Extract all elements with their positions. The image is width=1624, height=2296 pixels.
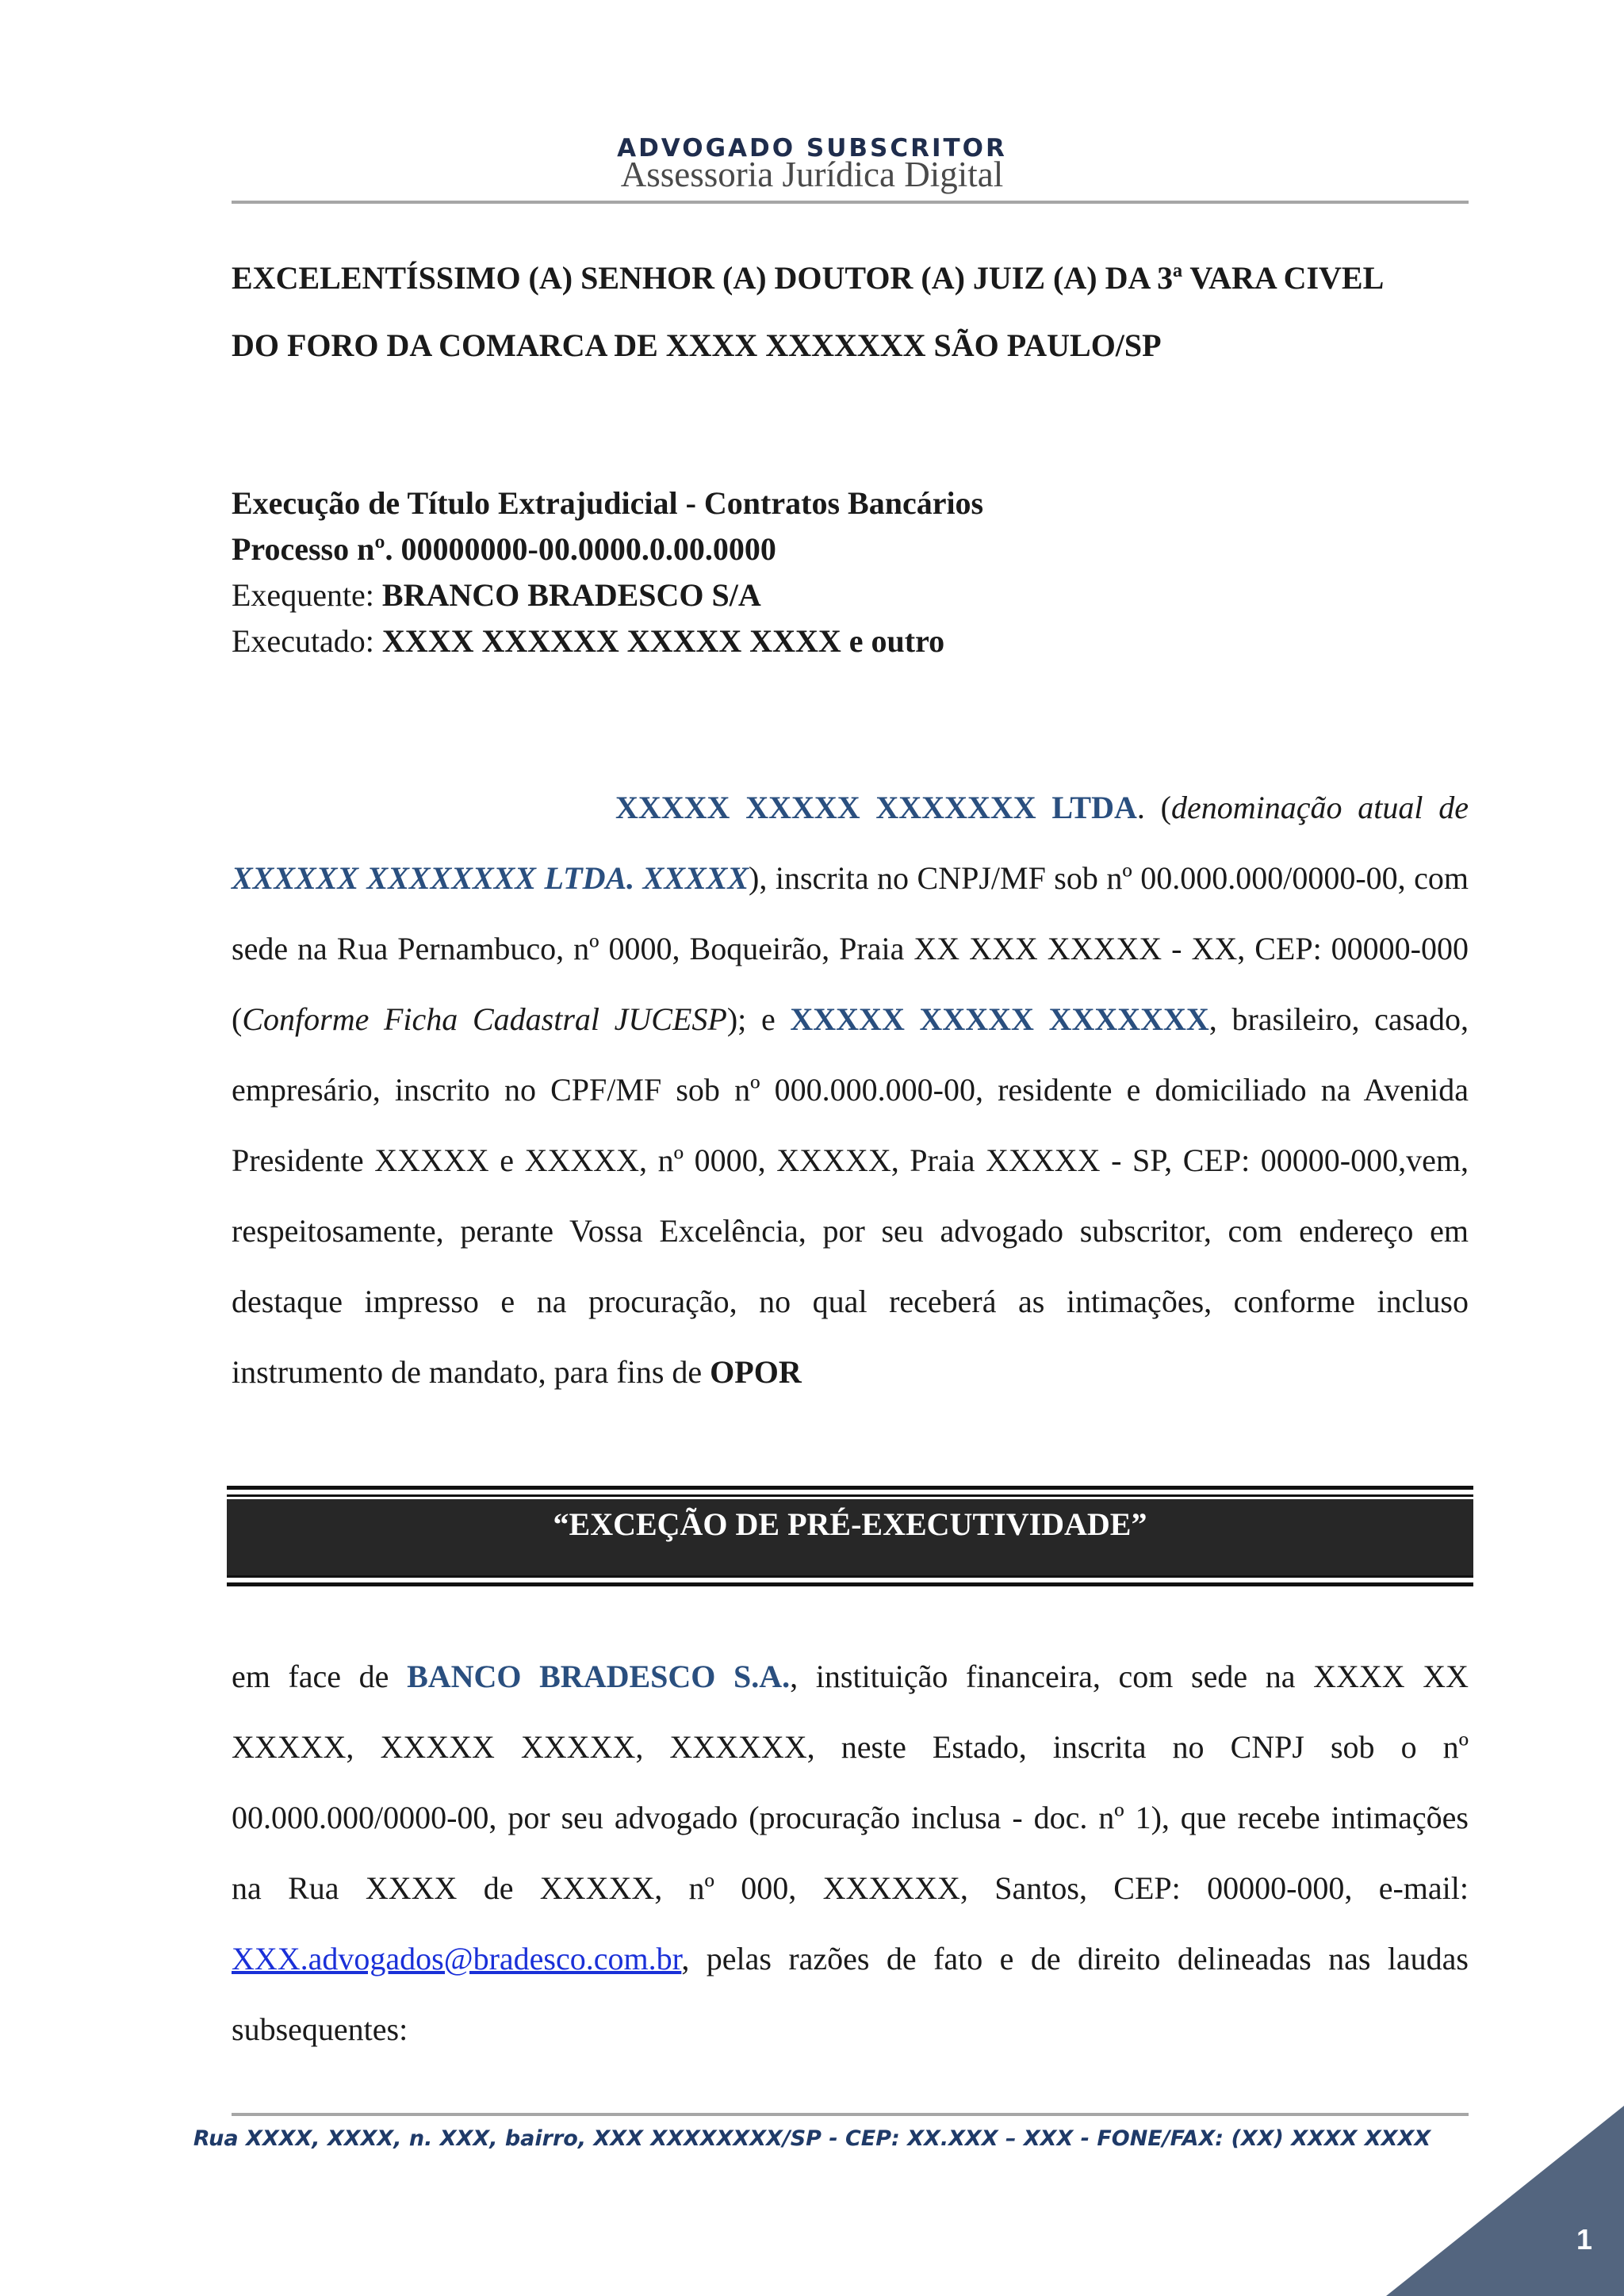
former-company-name: XXXXXX XXXXXXXX LTDA. XXXXX (232, 860, 749, 896)
banner-top-lines (227, 1486, 1473, 1497)
case-action: Execução de Título Extrajudicial - Contratos Bancários (232, 485, 984, 521)
case-plaintiff-row (232, 572, 1469, 618)
defendant-name: XXXX XXXXXX XXXXX XXXX e outro (381, 623, 945, 659)
banner-bottom-lines (227, 1575, 1473, 1586)
letterhead-subtitle: Assessoria Jurídica Digital (620, 155, 1004, 194)
respondent-paragraph: em face de BANCO BRADESCO S.A., instituição financeira, com sede na XXXX XX XXXXX, XXXXX XXXXX, XXXXXX, neste Estado, inscrita no CNPJ sob o nº 00.000.000/0000-00, por seu advogado (procuração inclusa - doc. nº 1), que recebe intimações na Rua XXXX de XXXXX, nº 000, XXXXXX, Santos, CEP: 00000-000, e-mail: XXX.advogados@bradesco.com.br, pelas razões de fato e de direito delineadas nas laudas subsequentes: (232, 1659, 1469, 2047)
court-address-line: DO FORO DA COMARCA DE XXXX XXXXXXX SÃO PAULO/SP (232, 327, 1162, 363)
bank-name: BANCO BRADESCO S.A. (407, 1659, 791, 1694)
footer-address: Rua XXXX, XXXX, n. XXX, bairro, XXX XXXXXXXX/SP - CEP: XX.XXX – XXX - FONE/FAX: (XX) XXXX XXXX (193, 2126, 1431, 2151)
case-process-number: Processo nº. 00000000-00.0000.0.00.0000 (232, 531, 776, 567)
case-defendant-row (232, 618, 1469, 664)
plaintiff-label: Exequente: (232, 577, 374, 613)
footer-divider (232, 2113, 1469, 2116)
opening-paragraph: XXXXX XXXXX XXXXXXX LTDA. (denominação atual de XXXXXX XXXXXXXX LTDA. XXXXX), inscrita no CNPJ/MF sob nº 00.000.000/0000-00, com sede na Rua Pernambuco, nº 0000, Boqueirão, Praia XX XXX XXXXX - XX, CEP: 00000-000 (Conforme Ficha Cadastral JUCESP); e XXXXX XXXXX XXXXXXX, brasileiro, casado, empresário, inscrito no CPF/MF sob nº 000.000.000-00, residente e domiciliado na Avenida Presidente XXXXX e XXXXX, nº 0000, XXXXX, Praia XXXXX - SP, CEP: 00000-000,vem, respeitosamente, perante Vossa Excelência, por seu advogado subscritor, com endereço em destaque impresso e na procuração, no qual receberá as intimações, conforme incluso instrumento de mandato, para fins de OPOR (232, 790, 1469, 1390)
defendant-label: Executado: (232, 623, 374, 659)
oppose-keyword: OPOR (710, 1354, 802, 1390)
case-info (232, 480, 1469, 664)
letterhead-title: ADVOGADO SUBSCRITOR (617, 134, 1007, 163)
header-divider (232, 201, 1469, 204)
page-corner-triangle (1386, 2106, 1624, 2296)
section-banner: “EXCEÇÃO DE PRÉ-EXECUTIVIDADE” (227, 1499, 1473, 1575)
partner-name: XXXXX XXXXX XXXXXXX (790, 1001, 1209, 1037)
court-address-line: EXCELENTÍSSIMO (A) SENHOR (A) DOUTOR (A) JUIZ (A) DA 3ª VARA CIVEL (232, 260, 1385, 296)
email-link[interactable]: XXX.advogados@bradesco.com.br (232, 1941, 682, 1976)
plaintiff-name: BRANCO BRADESCO S/A (381, 577, 761, 613)
page-number: 1 (1576, 2223, 1592, 2256)
company-name: XXXXX XXXXX XXXXXXX LTDA (615, 790, 1137, 825)
court-address (232, 244, 1469, 379)
